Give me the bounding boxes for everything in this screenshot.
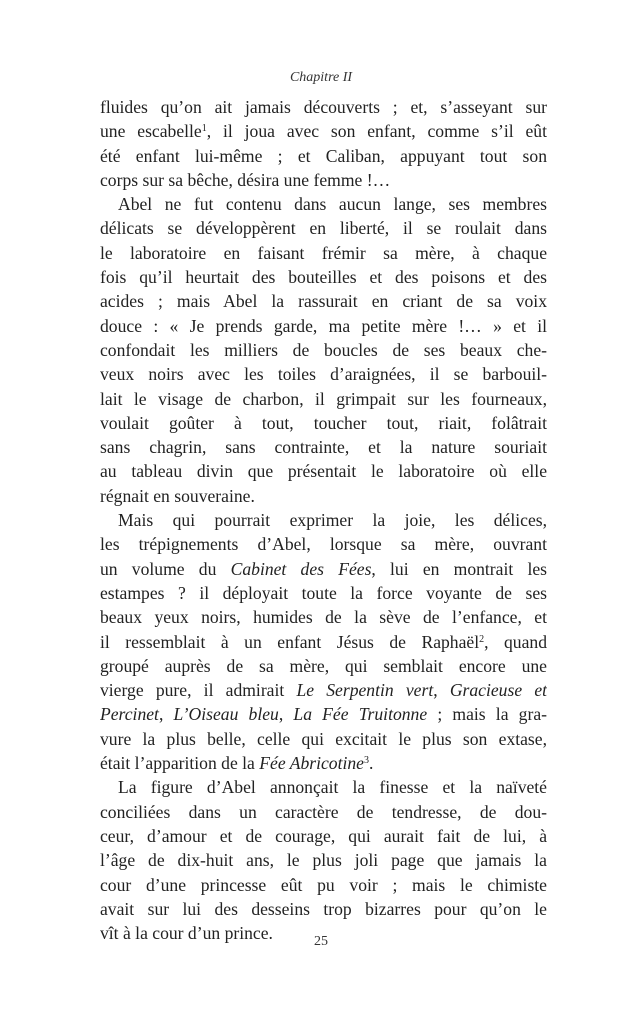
text-line: groupé auprès de sa mère, qui semblait encore une <box>100 655 547 676</box>
text-line: douce : « Je prends garde, ma petite mère !… » et il <box>100 315 547 336</box>
page-number: 25 <box>314 934 328 949</box>
text-line: beaux yeux noirs, humides de la sève de l’enfance, et <box>100 607 547 628</box>
text-line: Percinet, L’Oiseau bleu, La Fée Truitonne ; mais la gra- <box>100 704 547 725</box>
body-text <box>100 95 547 945</box>
text-line: été enfant lui-même ; et Caliban, appuyant tout son <box>100 145 547 166</box>
text-line: les trépignements d’Abel, lorsque sa mère, ouvrant <box>100 534 547 555</box>
text-line: cour d’une princesse eût pu voir ; mais le chimiste <box>100 874 547 895</box>
text-line: La figure d’Abel annonçait la finesse et la naïveté <box>118 777 547 798</box>
text-line: régnait en souveraine. <box>100 485 255 506</box>
text-line: vierge pure, il admirait Le Serpentin vert, Gracieuse et <box>100 680 547 701</box>
text-line: vît à la cour d’un prince. <box>100 923 273 944</box>
text-line: estampes ? il déployait toute la force voyante de ses <box>100 582 547 603</box>
text-line: sans chagrin, sans contrainte, et la nature souriait <box>100 437 547 458</box>
text-line: confondait les milliers de boucles de ses beaux che- <box>100 339 547 360</box>
text-line: lait le visage de charbon, il grimpait sur les fourneaux, <box>100 388 547 409</box>
text-line: délicats se développèrent en liberté, il se roulait dans <box>100 218 547 239</box>
text-line: l’âge de dix-huit ans, le plus joli page que jamais la <box>100 850 547 871</box>
text-line: Abel ne fut contenu dans aucun lange, ses membres <box>118 194 547 215</box>
text-line: Mais qui pourrait exprimer la joie, les délices, <box>118 510 547 531</box>
text-line: fluides qu’on ait jamais découverts ; et, s’asseyant sur <box>100 97 547 117</box>
text-line: conciliées dans un caractère de tendresse, de dou- <box>100 801 547 822</box>
text-line: il ressemblait à un enfant Jésus de Raphaël$^2$, quand <box>100 631 547 652</box>
text-line: fois qu’il heurtait des bouteilles et des poisons et des <box>100 267 547 288</box>
text-line: était l’apparition de la Fée Abricotine$^3$. <box>100 753 374 774</box>
text-line: corps sur sa bêche, désira une femme !… <box>100 169 391 190</box>
text-line: avait sur lui des desseins trop bizarres pour qu’on le <box>100 898 547 919</box>
text-line: le laboratoire en faisant frémir sa mère, à chaque <box>100 242 547 263</box>
text-line: une escabelle$^1$, il joua avec son enfant, comme s’il eût <box>100 121 547 142</box>
text-line: vure la plus belle, celle qui excitait le plus son extase, <box>100 728 547 749</box>
text-line: un volume du Cabinet des Fées, lui en montrait les <box>100 558 547 579</box>
text-line: au tableau divin que présentait le laboratoire où elle <box>100 461 547 482</box>
running-head: Chapitre II <box>289 70 353 85</box>
text-line: acides ; mais Abel la rassurait en criant de sa voix <box>100 291 547 312</box>
text-line: voulait goûter à tout, toucher tout, riait, folâtrait <box>100 412 547 433</box>
text-line: veux noirs avec les toiles d’araignées, il se barbouil- <box>100 364 547 385</box>
text-line: ceur, d’amour et de courage, qui aurait fait de lui, à <box>100 825 547 846</box>
